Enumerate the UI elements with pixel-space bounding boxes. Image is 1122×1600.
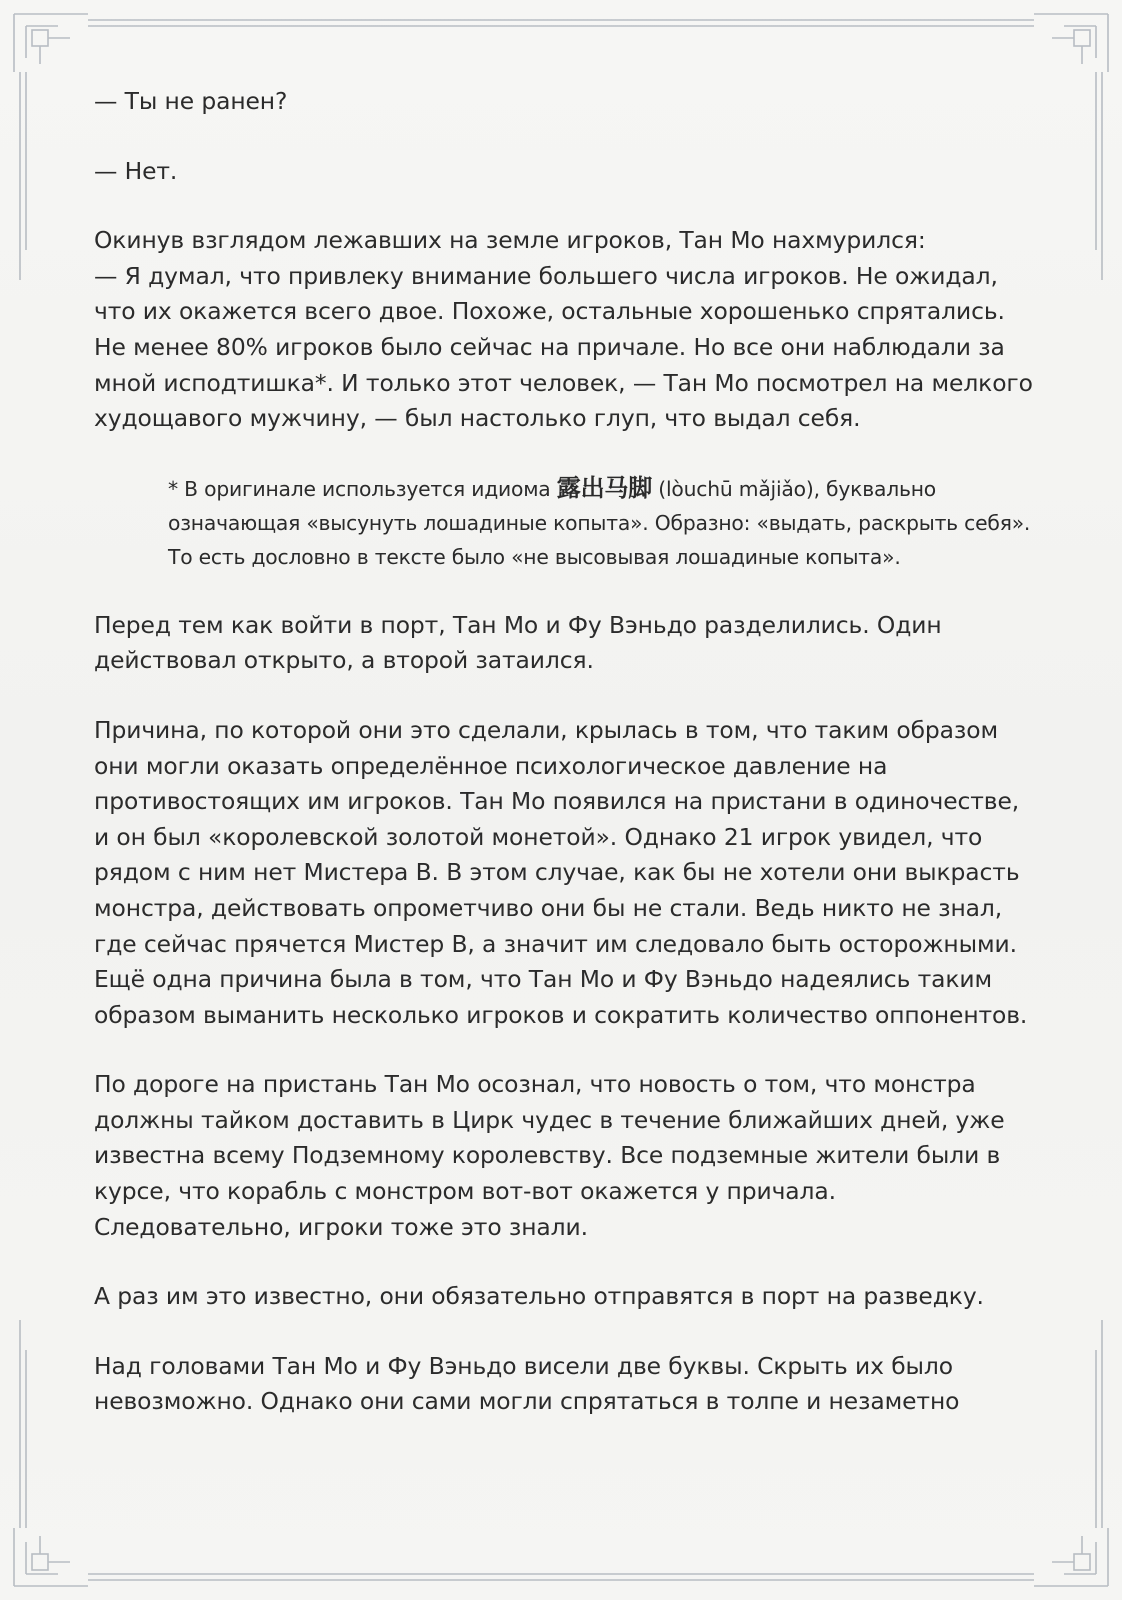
chapter-text: [94, 84, 1034, 1454]
paragraph-separation: Перед тем как войти в порт, Тан Мо и Фу Вэньдо разделились. Один действовал открыто, а второй затаился.: [94, 610, 942, 675]
footnote-idiom: 露出马脚: [556, 473, 652, 502]
footnote-prefix: * В оригинале используется идиома: [168, 476, 557, 501]
paragraph-reason: Причина, по которой они это сделали, крылась в том, что таким образом они могли оказать определённое психологическое давление на противостоящих им игроков. Тан Мо появился на пристани в одиночестве, и он был «королевской золотой монетой». Однако 21 игрок увидел, что рядом с ним нет Мистера В. В этом случае, как бы не хотели они выкрасть монстра, действовать опрометчиво они бы не стали. Ведь никто не знал, где сейчас прячется Мистер В, а значит им следовало быть осторожными. Ещё одна причина была в том, что Тан Мо и Фу Вэньдо надеялись таким образом выманить несколько игроков и сократить количество оппонентов.: [94, 715, 1028, 1029]
paragraph-news: По дороге на пристань Тан Мо осознал, что новость о том, что монстра должны тайком доставить в Цирк чудес в течение ближайших дней, уже известна всему Подземному королевству. Все подземные жители были в курсе, что корабль с монстром вот-вот окажется у причала. Следовательно, игроки тоже это знали.: [94, 1070, 1005, 1241]
paragraph-dialogue-speech: — Я думал, что привлеку внимание большего числа игроков. Не ожидал, что их окажется всего двое. Похоже, остальные хорошенько спрятались. Не менее 80% игроков было сейчас на причале. Но все они наблюдали за мной исподтишка*. И только этот человек, — Тан Мо посмотрел на мелкого худощавого мужчину, — был настолько глуп, что выдал себя.: [94, 261, 1033, 433]
paragraph-narration-intro: Окинув взглядом лежавших на земле игроков, Тан Мо нахмурился:: [94, 226, 926, 255]
footnote-explanation: (lòuchū mǎjiǎo), буквально означающая «высунуть лошадиные копыта». Образно: «выдать, раскрыть себя». То есть дословно в тексте было «не высовывая лошадиные копыта».: [168, 476, 1031, 569]
paragraph-dialogue-question: — Ты не ранен?: [94, 87, 288, 115]
translator-footnote: [168, 471, 1038, 574]
paragraph-conclusion: А раз им это известно, они обязательно отправятся в порт на разведку.: [94, 1282, 984, 1311]
paragraph-letters: Над головами Тан Мо и Фу Вэньдо висели две буквы. Скрыть их было невозможно. Однако они сами могли спрятаться в толпе и незаметно: [94, 1351, 960, 1416]
paragraph-dialogue-answer: — Нет.: [94, 156, 178, 185]
